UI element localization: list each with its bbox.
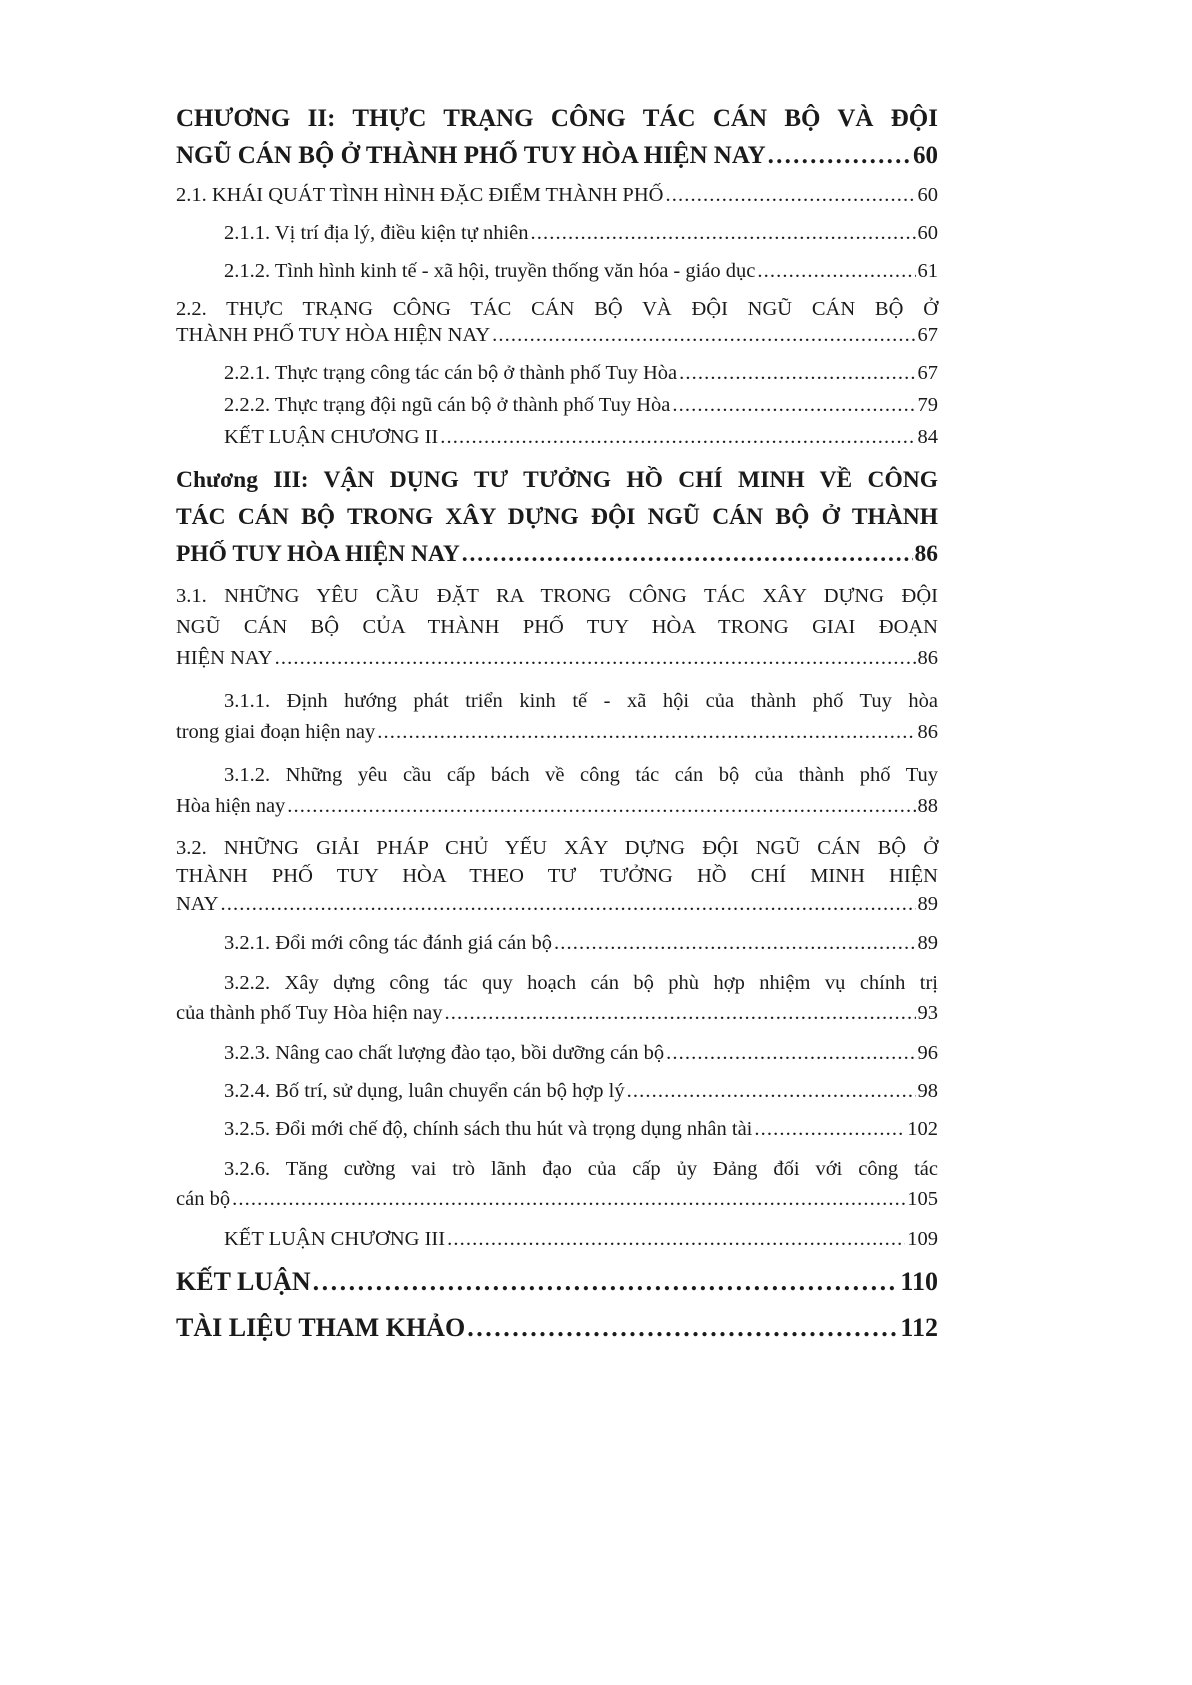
toc-page-number: 112	[900, 1313, 938, 1342]
toc-page-number: 67	[917, 324, 938, 346]
toc-page-number: 60	[917, 184, 938, 206]
toc-page-number: 86	[917, 647, 938, 669]
toc-page-number: 88	[917, 795, 938, 817]
toc-conclusion: KẾT LUẬN . . . 110	[176, 1264, 938, 1300]
toc-subsection-3-2-5: 3.2.5. Đổi mới chế độ, chính sách thu hút và trọng dụng nhân tài . . . 102	[176, 1116, 938, 1142]
toc-section-3-1: 3.1. NHỮNG YÊU CẦU ĐẶT RA TRONG CÔNG TÁC XÂY DỰNG ĐỘI NGŨ CÁN BỘ CỦA THÀNH PHỐ TUY HÒA TRONG GIAI ĐOẠN HIỆN NAY . . . 86	[176, 581, 938, 674]
toc-section-2-1: 2.1. KHÁI QUÁT TÌNH HÌNH ĐẶC ĐIỂM THÀNH PHỐ . . . 60	[176, 182, 938, 208]
toc-conclusion-chapter-2: KẾT LUẬN CHƯƠNG II . . . 84	[176, 424, 938, 450]
toc-conclusion-chapter-3: KẾT LUẬN CHƯƠNG III . . . 109	[176, 1226, 938, 1252]
toc-subsection-3-2-4: 3.2.4. Bố trí, sử dụng, luân chuyển cán bộ hợp lý . . . 98	[176, 1078, 938, 1104]
toc-page-number: 93	[917, 1002, 938, 1024]
toc-page-number: 60	[917, 222, 938, 244]
toc-subsection-3-1-1: 3.1.1. Định hướng phát triển kinh tế - xã hội của thành phố Tuy hòa trong giai đoạn hiện nay . . . 86	[176, 686, 938, 748]
toc-page-number: 79	[917, 394, 938, 416]
toc-page-number: 105	[907, 1188, 938, 1210]
toc-subsection-3-2-1: 3.2.1. Đổi mới công tác đánh giá cán bộ . . . 89	[176, 930, 938, 956]
toc-chapter-2-line1: CHƯƠNG II: THỰC TRẠNG CÔNG TÁC CÁN BỘ VÀ ĐỘI	[176, 105, 938, 132]
toc-page-number: 67	[917, 362, 938, 384]
toc-subsection-3-2-2: 3.2.2. Xây dựng công tác quy hoạch cán bộ phù hợp nhiệm vụ chính trị của thành phố Tuy Hòa hiện nay . . . 93	[176, 968, 938, 1028]
toc-page-number: 89	[917, 932, 938, 954]
toc-page-number: 84	[917, 426, 938, 448]
toc-page-number: 98	[917, 1080, 938, 1102]
toc-subsection-2-2-2: 2.2.2. Thực trạng đội ngũ cán bộ ở thành phố Tuy Hòa . . . 79	[176, 392, 938, 418]
toc-references: TÀI LIỆU THAM KHẢO . . . 112	[176, 1310, 938, 1346]
toc-page-number: 110	[900, 1267, 938, 1296]
toc-page-number: 61	[917, 260, 938, 282]
toc-page-number: 86	[914, 541, 938, 567]
toc-chapter-2-line2: NGŨ CÁN BỘ Ở THÀNH PHỐ TUY HÒA HIỆN NAY	[176, 142, 766, 169]
toc-subsection-3-1-2: 3.1.2. Những yêu cầu cấp bách về công tác cán bộ của thành phố Tuy Hòa hiện nay . . . 88	[176, 760, 938, 822]
toc-subsection-2-2-1: 2.2.1. Thực trạng công tác cán bộ ở thành phố Tuy Hòa . . . 67	[176, 360, 938, 386]
table-of-contents	[176, 100, 938, 1356]
toc-page-number: 86	[917, 721, 938, 743]
toc-section-3-2: 3.2. NHỮNG GIẢI PHÁP CHỦ YẾU XÂY DỰNG ĐỘI NGŨ CÁN BỘ Ở THÀNH PHỐ TUY HÒA THEO TƯ TƯỞNG HỒ CHÍ MINH HIỆN NAY . . . 89	[176, 834, 938, 918]
toc-subsection-3-2-6: 3.2.6. Tăng cường vai trò lãnh đạo của cấp ủy Đảng đối với công tác cán bộ . . . 105	[176, 1154, 938, 1214]
toc-page-number: 109	[907, 1228, 938, 1250]
toc-page-number: 89	[917, 893, 938, 915]
toc-subsection-2-1-1: 2.1.1. Vị trí địa lý, điều kiện tự nhiên . . . 60	[176, 220, 938, 246]
toc-chapter-3: Chương III: VẬN DỤNG TƯ TƯỞNG HỒ CHÍ MINH VỀ CÔNG TÁC CÁN BỘ TRONG XÂY DỰNG ĐỘI NGŨ CÁN BỘ Ở THÀNH PHỐ TUY HÒA HIỆN NAY . . . 86	[176, 462, 938, 573]
toc-page-number: 60	[913, 142, 938, 169]
toc-page-number: 102	[907, 1118, 938, 1140]
toc-subsection-2-1-2: 2.1.2. Tình hình kinh tế - xã hội, truyền thống văn hóa - giáo dục . . . 61	[176, 258, 938, 284]
toc-subsection-3-2-3: 3.2.3. Nâng cao chất lượng đào tạo, bồi dưỡng cán bộ . . . 96	[176, 1040, 938, 1066]
toc-page-number: 96	[917, 1042, 938, 1064]
toc-section-2-2: 2.2. THỰC TRẠNG CÔNG TÁC CÁN BỘ VÀ ĐỘI NGŨ CÁN BỘ Ở THÀNH PHỐ TUY HÒA HIỆN NAY . . . 67	[176, 296, 938, 348]
toc-chapter-2	[176, 100, 938, 174]
